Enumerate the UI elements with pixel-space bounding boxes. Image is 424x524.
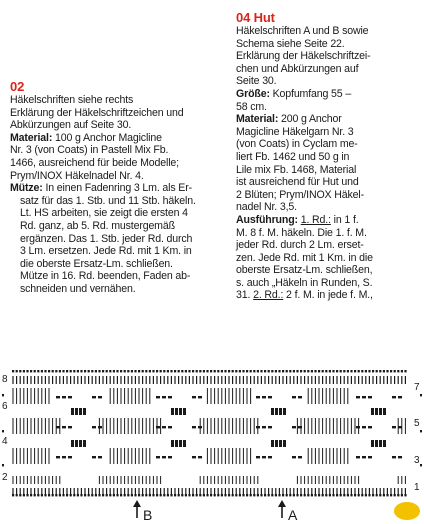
page-marker-dot-icon: [394, 502, 420, 520]
stitch-mark: [170, 370, 172, 372]
stitch-mark: [62, 456, 66, 458]
stitch-mark: [358, 370, 360, 372]
stitch-mark: [156, 456, 160, 458]
stitch-mark: [56, 426, 60, 428]
text-line: Nr. 3 (von Coats) in Pastell Mix Fb.: [10, 144, 169, 157]
stitch-mark: [83, 440, 86, 447]
stitch-mark: [325, 370, 327, 372]
text-line: 58 cm.: [236, 100, 267, 113]
stitch-mark: [192, 370, 194, 372]
stitch-mark: [206, 370, 208, 372]
text-line: schneiden und vernähen.: [20, 282, 136, 295]
text-line: chen und Abkürzungen auf: [236, 62, 359, 75]
stitch-mark: [356, 396, 360, 398]
stitch-mark: [354, 370, 356, 372]
stitch-mark: [282, 370, 284, 372]
stitch-mark: [210, 370, 212, 372]
stitch-mark: [71, 408, 74, 415]
stitch-mark: [156, 396, 160, 398]
stitch-mark: [91, 370, 93, 372]
stitch-mark: [124, 370, 126, 372]
text-line: Lile mix Fb. 1468, Material: [236, 163, 357, 176]
stitch-mark: [289, 370, 291, 372]
stitch-mark: [120, 370, 122, 372]
row-number: 1: [414, 482, 420, 493]
text-line: die oberste Ersatz-Lm. schließen.: [20, 257, 173, 270]
stitch-mark: [221, 370, 223, 372]
stitch-mark: [192, 396, 196, 398]
material-label: Material:: [10, 131, 53, 144]
marker-b-arrow-icon: [133, 500, 141, 518]
stitch-mark: [268, 426, 272, 428]
text-line: Magicline Häkelgarn Nr. 3: [236, 125, 354, 138]
stitch-mark: [275, 440, 278, 447]
pattern-04-heading: 04 Hut: [236, 10, 275, 25]
stitch-mark: [420, 394, 422, 396]
stitch-mark: [131, 370, 133, 372]
stitch-mark: [256, 396, 260, 398]
stitch-mark: [163, 370, 165, 372]
text-line: in 1 f.: [333, 213, 359, 226]
stitch-mark: [175, 440, 178, 447]
stitch-mark: [178, 370, 180, 372]
stitch-mark: [307, 370, 309, 372]
stitch-mark: [371, 440, 374, 447]
stitch-mark: [375, 408, 378, 415]
stitch-mark: [372, 370, 374, 372]
stitch-mark: [271, 370, 273, 372]
stitch-mark: [68, 456, 72, 458]
text-line: s. auch „Häkeln in Runden, S.: [236, 276, 373, 289]
stitch-mark: [34, 370, 36, 372]
stitch-mark: [278, 370, 280, 372]
stitch-mark: [362, 456, 366, 458]
stitch-mark: [397, 370, 399, 372]
stitch-mark: [109, 370, 111, 372]
stitch-mark: [149, 370, 151, 372]
stitch-mark: [298, 456, 302, 458]
stitch-mark: [66, 370, 68, 372]
text-line: Lt. HS arbeiten, sie zeigt die ersten 4: [20, 207, 188, 220]
row-number: 3: [414, 455, 420, 466]
stitch-mark: [48, 370, 50, 372]
stitch-mark: [127, 370, 129, 372]
stitch-mark: [95, 370, 97, 372]
stitch-mark: [156, 370, 158, 372]
row-number: 5: [414, 418, 420, 429]
stitch-mark: [30, 370, 32, 372]
text-line: 200 g Anchor: [281, 113, 342, 126]
stitch-mark: [262, 456, 266, 458]
stitch-mark: [152, 370, 154, 372]
pattern-02-heading: 02: [10, 79, 25, 94]
text-line: 3 Lm. ersetzen. Jede Rd. mit 1 Km. in: [20, 245, 192, 258]
stitch-mark: [198, 396, 202, 398]
stitch-mark: [203, 370, 205, 372]
stitch-mark: [311, 370, 313, 372]
stitch-mark: [275, 408, 278, 415]
text-line: Prym/INOX Häkelnadel Nr. 4.: [10, 169, 144, 182]
stitch-mark: [336, 370, 338, 372]
stitch-mark: [77, 370, 79, 372]
stitch-mark: [68, 426, 72, 428]
stitch-mark: [368, 370, 370, 372]
stitch-mark: [171, 440, 174, 447]
stitch-mark: [83, 408, 86, 415]
stitch-mark: [16, 370, 18, 372]
stitch-mark: [198, 426, 202, 428]
stitch-mark: [386, 370, 388, 372]
stitch-mark: [41, 370, 43, 372]
stitch-mark: [79, 440, 82, 447]
stitch-mark: [62, 370, 64, 372]
stitch-mark: [68, 396, 72, 398]
stitch-mark: [12, 370, 14, 372]
stitch-mark: [365, 370, 367, 372]
stitch-mark: [138, 370, 140, 372]
text-line: ist ausreichend für Hut und: [236, 176, 359, 189]
stitch-mark: [98, 456, 102, 458]
stitch-mark: [167, 370, 169, 372]
stitch-mark: [142, 370, 144, 372]
stitch-mark: [279, 440, 282, 447]
stitch-mark: [283, 440, 286, 447]
text-line: ergänzen. Das 1. Stb. jeder Rd. durch: [20, 232, 193, 245]
stitch-mark: [98, 426, 102, 428]
stitch-mark: [188, 370, 190, 372]
stitch-mark: [162, 426, 166, 428]
row-number: 2: [2, 472, 8, 483]
stitch-mark: [296, 370, 298, 372]
stitch-mark: [185, 370, 187, 372]
stitch-mark: [340, 370, 342, 372]
stitch-mark: [88, 370, 90, 372]
stitch-mark: [264, 370, 266, 372]
text-line: 100 g Anchor Magicline: [55, 131, 162, 144]
stitch-mark: [56, 456, 60, 458]
stitch-mark: [356, 426, 360, 428]
stitch-mark: [175, 408, 178, 415]
stitch-mark: [268, 456, 272, 458]
stitch-mark: [390, 370, 392, 372]
stitch-mark: [398, 396, 402, 398]
stitch-mark: [356, 456, 360, 458]
stitch-mark: [181, 370, 183, 372]
stitch-mark: [350, 370, 352, 372]
stitch-mark: [398, 426, 402, 428]
stitch-mark: [98, 396, 102, 398]
marker-b-label: B: [143, 507, 153, 523]
text-line: Schema siehe Seite 22.: [236, 37, 345, 50]
stitch-mark: [224, 370, 226, 372]
text-line: Seite 30.: [236, 75, 277, 88]
stitch-mark: [228, 370, 230, 372]
text-line: Mütze in 16. Rd. beenden, Faden ab-: [20, 270, 191, 283]
text-line: Häkelschriften A und B sowie: [236, 25, 369, 37]
stitch-mark: [70, 370, 72, 372]
crochet-chart: [0, 364, 424, 524]
stitch-mark: [398, 456, 402, 458]
stitch-mark: [268, 370, 270, 372]
groesse-paragraph: [236, 88, 416, 101]
last-line: [236, 289, 416, 302]
material-paragraph: [236, 113, 416, 126]
stitch-mark: [368, 426, 372, 428]
row-number: 8: [2, 374, 8, 385]
stitch-mark: [55, 370, 57, 372]
text-line: oberste Ersatz-Lm. schließen,: [236, 264, 373, 277]
round-1-label: 1. Rd.:: [300, 213, 331, 226]
stitch-mark: [361, 370, 363, 372]
stitch-mark: [298, 426, 302, 428]
stitch-mark: [192, 456, 196, 458]
stitch-mark: [59, 370, 61, 372]
stitch-mark: [239, 370, 241, 372]
text-line: 1466, ausreichend für beide Modelle;: [10, 156, 179, 169]
pattern-02-text: [10, 79, 215, 296]
text-line: 2 f. M. in jede f. M.,: [286, 289, 373, 302]
stitch-mark: [256, 456, 260, 458]
stitch-mark: [298, 396, 302, 398]
stitch-mark: [392, 396, 396, 398]
stitch-mark: [44, 370, 46, 372]
stitch-mark: [253, 370, 255, 372]
material-label: Material:: [236, 113, 279, 126]
stitch-mark: [329, 370, 331, 372]
stitch-mark: [394, 370, 396, 372]
stitch-mark: [271, 408, 274, 415]
stitch-mark: [92, 426, 96, 428]
stitch-mark: [168, 456, 172, 458]
muetze-label: Mütze:: [10, 182, 43, 195]
stitch-mark: [347, 370, 349, 372]
stitch-mark: [92, 396, 96, 398]
text-line: Abkürzungen auf Seite 30.: [10, 119, 132, 132]
text-line: 31.: [236, 289, 251, 302]
stitch-mark: [401, 370, 403, 372]
row-number: 4: [2, 436, 8, 447]
row-number: 6: [2, 401, 8, 412]
stitch-mark: [75, 440, 78, 447]
stitch-mark: [383, 440, 386, 447]
row-number: 7: [414, 382, 420, 393]
stitch-mark: [2, 394, 4, 396]
stitch-mark: [73, 370, 75, 372]
stitch-mark: [292, 456, 296, 458]
stitch-mark: [322, 370, 324, 372]
muetze-paragraph: [10, 182, 215, 195]
stitch-mark: [250, 370, 252, 372]
stitch-mark: [113, 370, 115, 372]
stitch-mark: [300, 370, 302, 372]
text-line: Häkelschriften siehe rechts: [10, 94, 134, 106]
text-line: Erklärung der Häkelschriftzeichen und: [10, 106, 184, 119]
stitch-mark: [383, 370, 385, 372]
stitch-mark: [56, 396, 60, 398]
stitch-mark: [304, 370, 306, 372]
text-line: liert Fb. 1462 und 50 g in: [236, 150, 350, 163]
stitch-mark: [19, 370, 21, 372]
text-line: Erklärung der Häkelschriftzei-: [236, 50, 371, 63]
marker-a-arrow-icon: [278, 500, 286, 518]
stitch-mark: [375, 440, 378, 447]
stitch-grid: [2, 370, 422, 496]
stitch-mark: [279, 408, 282, 415]
stitch-mark: [106, 370, 108, 372]
stitch-mark: [368, 396, 372, 398]
text-line: jeder Rd. durch 2 Lm. erset-: [236, 239, 364, 252]
stitch-mark: [174, 370, 176, 372]
stitch-mark: [162, 396, 166, 398]
stitch-mark: [98, 370, 100, 372]
stitch-mark: [293, 370, 295, 372]
stitch-mark: [371, 408, 374, 415]
stitch-mark: [198, 456, 202, 458]
stitch-mark: [168, 396, 172, 398]
stitch-mark: [183, 440, 186, 447]
stitch-mark: [84, 370, 86, 372]
stitch-mark: [192, 426, 196, 428]
stitch-mark: [292, 396, 296, 398]
stitch-mark: [292, 426, 296, 428]
stitch-mark: [214, 370, 216, 372]
stitch-mark: [92, 456, 96, 458]
stitch-mark: [75, 408, 78, 415]
text-line: nadel Nr. 3,5.: [236, 201, 297, 214]
stitch-mark: [286, 370, 288, 372]
stitch-mark: [183, 408, 186, 415]
stitch-mark: [332, 370, 334, 372]
ausfuehrung-paragraph: [236, 214, 416, 227]
stitch-mark: [314, 370, 316, 372]
stitch-mark: [275, 370, 277, 372]
stitch-mark: [420, 464, 422, 466]
text-line: zen. Jede Rd. mit 1 Km. in die: [236, 251, 373, 264]
stitch-mark: [379, 440, 382, 447]
stitch-mark: [268, 396, 272, 398]
text-line: Rd. ganz, ab 5. Rd. mustergemäß: [20, 219, 175, 232]
stitch-mark: [257, 370, 259, 372]
text-line: Kopfumfang 55 –: [272, 87, 352, 100]
marker-a-label: A: [288, 507, 298, 523]
stitch-mark: [160, 370, 162, 372]
stitch-mark: [379, 408, 382, 415]
stitch-mark: [368, 456, 372, 458]
stitch-mark: [62, 396, 66, 398]
stitch-mark: [318, 370, 320, 372]
stitch-mark: [26, 370, 28, 372]
round-2-label: 2. Rd.:: [253, 289, 284, 302]
text-line: In einen Fadenring 3 Lm. als Er-: [45, 182, 192, 195]
stitch-mark: [179, 440, 182, 447]
stitch-mark: [362, 396, 366, 398]
stitch-mark: [134, 370, 136, 372]
material-paragraph: [10, 132, 215, 145]
stitch-mark: [392, 456, 396, 458]
text-line: 2 Blüten; Prym/INOX Häkel-: [236, 188, 364, 201]
groesse-label: Größe:: [236, 87, 270, 100]
pattern-04-text: [236, 10, 416, 302]
stitch-mark: [379, 370, 381, 372]
stitch-mark: [145, 370, 147, 372]
stitch-mark: [52, 370, 54, 372]
stitch-mark: [162, 456, 166, 458]
stitch-mark: [376, 370, 378, 372]
stitch-mark: [256, 426, 260, 428]
stitch-mark: [199, 370, 201, 372]
stitch-mark: [80, 370, 82, 372]
stitch-mark: [235, 370, 237, 372]
stitch-mark: [168, 426, 172, 428]
stitch-mark: [71, 440, 74, 447]
stitch-mark: [246, 370, 248, 372]
stitch-mark: [37, 370, 39, 372]
stitch-mark: [283, 408, 286, 415]
stitch-mark: [102, 370, 104, 372]
stitch-mark: [262, 426, 266, 428]
stitch-mark: [242, 370, 244, 372]
stitch-mark: [343, 370, 345, 372]
stitch-mark: [116, 370, 118, 372]
stitch-mark: [23, 370, 25, 372]
stitch-mark: [404, 370, 406, 372]
stitch-mark: [171, 408, 174, 415]
stitch-mark: [62, 426, 66, 428]
stitch-mark: [362, 426, 366, 428]
stitch-mark: [420, 430, 422, 432]
text-line: satz für das 1. Stb. und 11 Stb. häkeln.: [20, 194, 196, 207]
text-line: M. 8 f. M. häkeln. Die 1. f. M.: [236, 226, 367, 239]
stitch-mark: [383, 408, 386, 415]
stitch-mark: [232, 370, 234, 372]
text-line: (von Coats) in Cyclam me-: [236, 138, 358, 151]
stitch-mark: [2, 430, 4, 432]
stitch-mark: [2, 464, 4, 466]
ausfuehrung-label: Ausführung:: [236, 213, 298, 226]
stitch-mark: [79, 408, 82, 415]
stitch-mark: [156, 426, 160, 428]
stitch-mark: [260, 370, 262, 372]
stitch-mark: [179, 408, 182, 415]
stitch-mark: [196, 370, 198, 372]
stitch-mark: [217, 370, 219, 372]
stitch-mark: [262, 396, 266, 398]
stitch-mark: [271, 440, 274, 447]
stitch-mark: [392, 426, 396, 428]
